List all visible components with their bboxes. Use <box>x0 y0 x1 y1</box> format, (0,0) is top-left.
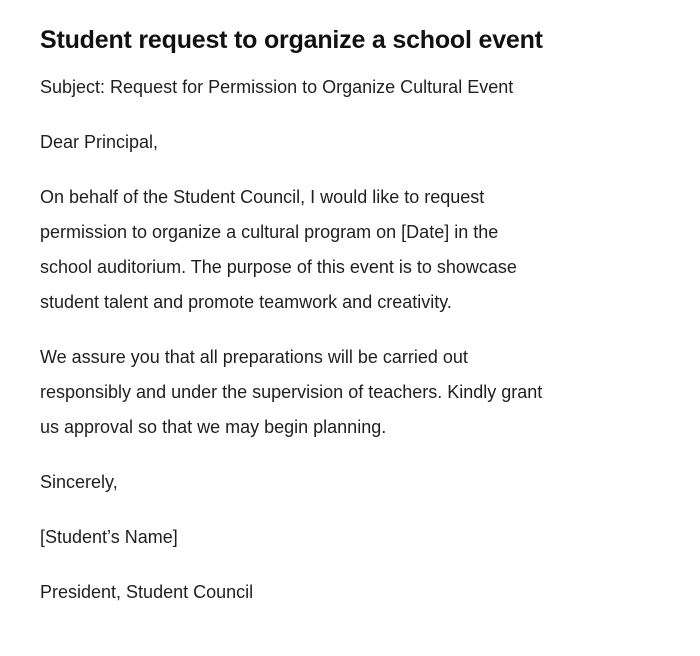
body-paragraph-1-line-1: On behalf of the Student Council, I would like to request <box>40 187 485 207</box>
body-paragraph-2 <box>40 340 644 445</box>
signature-role: President, Student Council <box>40 582 254 602</box>
page-title: Student request to organize a school event <box>40 26 543 54</box>
body-paragraph-1 <box>40 180 644 320</box>
body-paragraph-1-line-3: school auditorium. The purpose of this event is to showcase <box>40 257 517 277</box>
closing: Sincerely, <box>40 472 118 492</box>
salutation: Dear Principal, <box>40 132 159 152</box>
body-paragraph-1-line-2: permission to organize a cultural program on [Date] in the <box>40 222 499 242</box>
body-paragraph-2-line-1: We assure you that all preparations will be carried out <box>40 347 468 367</box>
body-paragraph-2-line-3: us approval so that we may begin planning. <box>40 417 387 437</box>
signature-name: [Student’s Name] <box>40 527 178 547</box>
body-paragraph-1-line-4: student talent and promote teamwork and creativity. <box>40 292 452 312</box>
subject-line: Subject: Request for Permission to Organize Cultural Event <box>40 77 514 97</box>
body-paragraph-2-line-2: responsibly and under the supervision of teachers. Kindly grant <box>40 382 543 402</box>
